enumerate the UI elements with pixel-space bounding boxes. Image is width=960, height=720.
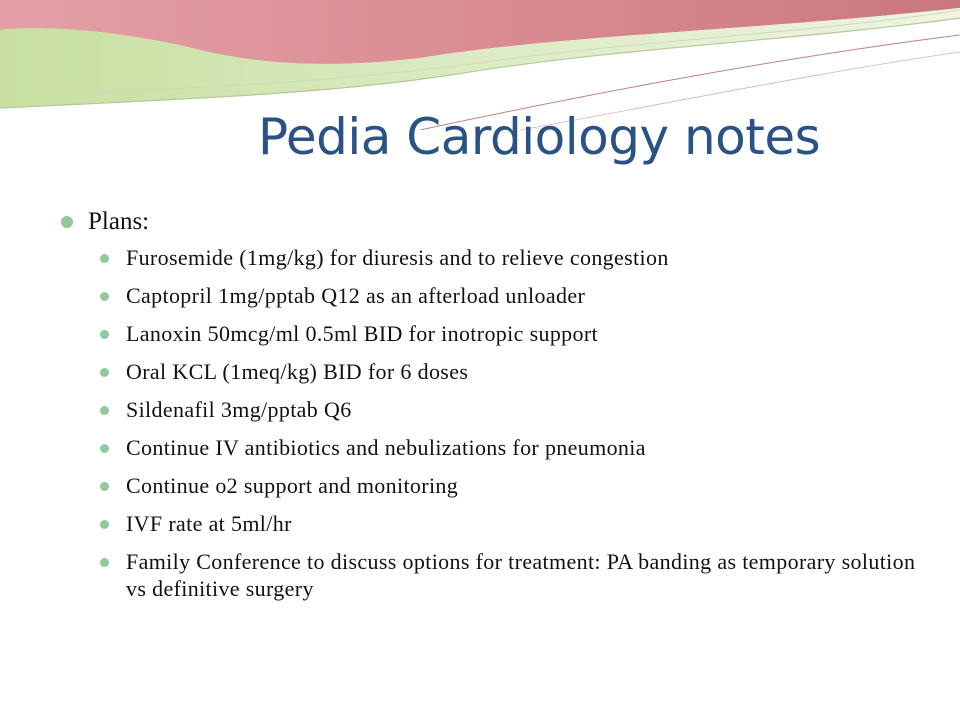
plan-item: Continue o2 support and monitoring — [98, 472, 920, 499]
slide-title: Pedia Cardiology notes — [258, 108, 821, 166]
plans-list — [60, 244, 920, 602]
plans-heading-item — [60, 204, 920, 240]
bullet-dot-icon — [100, 406, 109, 415]
bullet-dot-icon — [100, 520, 109, 529]
plans-heading: Plans: — [88, 208, 150, 235]
plan-item: Furosemide (1mg/kg) for diuresis and to relieve congestion — [98, 244, 920, 271]
plan-item: Oral KCL (1meq/kg) BID for 6 doses — [98, 358, 920, 385]
bullet-dot-icon — [100, 444, 109, 453]
plan-item: IVF rate at 5ml/hr — [98, 510, 920, 537]
plan-item: Sildenafil 3mg/pptab Q6 — [98, 396, 920, 423]
bullet-dot-icon — [100, 368, 109, 377]
bullet-dot-icon — [100, 254, 109, 263]
plan-item: Family Conference to discuss options for treatment: PA banding as temporary solution vs definitive surgery — [98, 548, 920, 602]
bullet-dot-icon — [100, 482, 109, 491]
plan-item: Captopril 1mg/pptab Q12 as an afterload unloader — [98, 282, 920, 309]
plan-item: Continue IV antibiotics and nebulizations for pneumonia — [98, 434, 920, 461]
bullet-dot-icon — [100, 292, 109, 301]
plan-item: Lanoxin 50mcg/ml 0.5ml BID for inotropic support — [98, 320, 920, 347]
bullet-dot-icon — [100, 558, 109, 567]
bullet-dot-icon — [61, 216, 73, 228]
slide-content — [60, 204, 920, 613]
bullet-dot-icon — [100, 330, 109, 339]
